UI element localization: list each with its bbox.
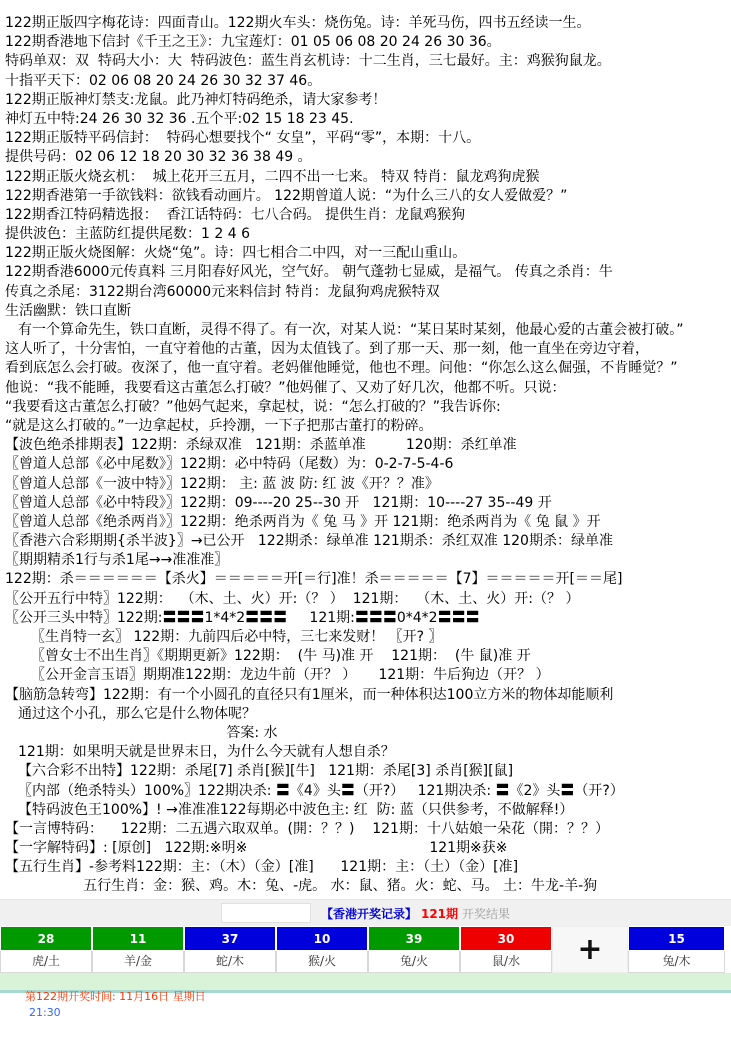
text-line: 〖曾道人总部《一波中特》〗122期： 主: 蓝 波 防: 红 波《开？？准》 [5,475,439,492]
text-line: 答案: 水 [226,724,278,741]
text-line: 〖曾女士不出生肖〗《期期更新》122期： (牛 马)准 开 121期： (牛 鼠)准 开 [31,648,531,665]
text-line: 【一字解特码】: [原创] 122期:※明※ 121期※获※ [5,840,508,857]
text-line: 有一个算命先生，铁口直断，灵得不得了。有一次，对某人说：“某日某时某刻，他最心爱的古董会被打破。” [18,322,684,338]
text-line: 神灯五中特:24 26 30 32 36 .五个平:02 15 18 23 45. [5,110,354,127]
text-line: 〖曾道人总部《必中尾数》〗122期：必中特码（尾数）为：0-2-7-5-4-6 [5,456,454,473]
text-line: 〖公开五行中特〗122期： （木、土、火）开:（？ ） 121期： （木、土、火）开:（？ ） [5,590,580,607]
results-suffix: 开奖结果 [462,906,511,921]
ball-number: 10 [276,926,368,951]
next-draw-time-value: 21:30 [28,1006,61,1019]
text-line: 122期正版火烧玄机： 城上花开三五月，二四不出一七来。 特双 特肖：鼠龙鸡狗虎猴 [5,168,540,185]
text-line: 提供波色：主蓝防红提供尾数：1 2 4 6 [5,226,250,243]
text-line: 生活幽默：铁口直断 [5,302,131,319]
result-ball [276,926,368,973]
text-line: 122期正版四字梅花诗：四面青山。122期火车头：烧伤兔。诗：羊死马伤，四书五经读一生。 [5,15,591,31]
ball-zodiac-label: 兔/木 [628,951,725,973]
text-line: 122期正版特平码信封： 特码心想要找个“ 女皇”，平码“零”，本期：十八。 [5,130,481,147]
text-line: 122期正版神灯禁支:龙鼠。此乃神灯特码绝杀，请大家参考！ [5,91,387,108]
text-line: 【波色绝杀排期表】122期：杀绿双准 121期：杀蓝单准 120期：杀红单准 [5,437,517,454]
ball-number: 30 [460,926,552,951]
text-line: 〖内部（绝杀特头）100%〗122期决杀: 〓《4》头〓（开?） 121期决杀: 〓《2》头〓（开?） [18,782,624,799]
text-line: 122期正版火烧图解：火烧“兔”。诗：四七相合二中四，对一三配山重山。 [5,245,467,262]
text-line: 〖公开三头中特〗122期:〓〓〓1*4*2〓〓〓 121期:〓〓〓0*4*2〓〓〓 [5,609,480,626]
text-line: 122期香港地下信封《千王之王》：九宝莲灯：01 05 06 08 20 24 26 30 36。 [5,34,501,51]
text-line: “我要看这古董怎么打破？”他妈气起来，拿起杖，说：“怎么打破的？”我告诉你: [5,398,501,415]
text-line: 【六合彩不出特】122期：杀尾[7] 杀肖[猴][牛] 121期：杀尾[3] 杀肖[猴][鼠] [18,763,514,780]
ball-zodiac-label: 虎/土 [0,951,92,973]
result-ball [184,926,276,973]
ball-zodiac-label: 兔/火 [368,951,460,973]
results-title: 【香港开奖记录】 [320,906,417,921]
ball-number: 11 [92,926,184,951]
text-line: 122期香港6000元传真料 三月阳春好风光，空气好。 朝气蓬勃七显威，是福气。 传真之杀肖：牛 [5,264,613,281]
results-panel [0,899,731,1019]
result-ball [460,926,552,973]
text-line: 提供号码：02 06 12 18 20 30 32 36 38 49 。 [5,149,312,166]
ball-number: 37 [184,926,276,951]
results-table [0,926,731,973]
text-line: 五行生肖：金：猴、鸡。木：兔、-虎。 水：鼠、猪。火：蛇、马。 土：牛龙-羊-狗 [83,878,598,895]
next-draw-time-label: 第122期开奖时间: 11月16日 星期日 [24,990,206,1003]
ball-zodiac-label: 鼠/水 [460,951,552,973]
text-line: 通过这个小孔，那么它是什么物体呢？ [18,705,257,722]
text-line: 【五行生肖】-参考料122期：主：（木）（金）[准] 121期：主：（土）（金）[准] [5,859,519,876]
text-line: “就是这么打破的。”一边拿起杖，乒拎淜，一下子把那古董打的粉碎。 [5,417,433,434]
text-line: 122期香江特码精选报： 香江话特码：七八合码。 提供生肖：龙鼠鸡猴狗 [5,206,466,223]
result-ball [0,926,92,973]
results-header [0,899,731,926]
extra-result-ball [628,926,731,973]
text-line: 121期：如果明天就是世界末日，为什么今天就有人想自杀？ [18,744,395,761]
text-line: 〖曾道人总部《绝杀两肖》〗122期：绝杀两肖为《 兔 马 》开 121期：绝杀两肖为《 兔 鼠 》开 [5,513,601,530]
next-draw-info [0,973,731,1019]
result-ball [368,926,460,973]
ball-number: 39 [368,926,460,951]
result-ball [92,926,184,973]
text-line: 122期香港第一手欲钱料：欲钱看动画片。 122期曾道人说：“为什么三八的女人爱做爱？” [5,187,568,204]
text-line: 传真之杀尾：3122期台湾60000元来料信封 特肖：龙鼠狗鸡虎猴特双 [5,283,440,300]
plus-separator-icon: + [552,926,628,973]
text-line: 〖生肖特一玄〗 122期：九前四后必中特，三七来发财！ 〖开? 〗 [31,629,443,645]
ball-number: 15 [628,926,725,951]
text-line: 【特码波色王100%】! →准准准122每期必中波色主: 红 防: 蓝（只供参考，不做解释!） [18,801,574,818]
text-line: 〖公开金言玉语〗期期准122期：龙边牛前（开？ ） 121期：牛后狗边（开？ ） [31,667,550,684]
text-line: 〖曾道人总部《必中特段》〗122期：09----20 25--30 开 121期：10----27 35--49 开 [5,494,552,511]
text-line: 122期：杀＝＝＝＝＝＝【杀火】＝＝＝＝＝开[＝行]准！杀＝＝＝＝＝【7】＝＝＝＝＝开[＝＝尾] [5,571,623,588]
ball-zodiac-label: 羊/金 [92,951,184,973]
text-line: 这人听了，十分害怕，一直守着他的古董，因为太值钱了。到了那一天、那一刻，他一直坐在旁边守着， [5,341,649,358]
text-line: 【一言博特码： 122期：二五遇六取双单。(開：？？) 121期：十八姑娘一朵花（開：？？） [5,820,609,837]
text-line: 看到底怎么会打破。夜深了，他一直守着。老妈催他睡觉，他也不理。问他：“你怎么这么倔强，不肯睡觉？” [5,360,678,377]
text-line: 他说：“我不能睡，我要看这古董怎么打破？”他妈催了、又劝了好几次，他都不听。只说： [5,379,566,396]
text-line: 〖期期精杀1行与杀1尾→→准准准〗 [5,552,229,569]
ball-zodiac-label: 猴/火 [276,951,368,973]
text-line: 十指平天下：02 06 08 20 24 26 30 32 37 46。 [5,72,322,89]
ball-number: 28 [0,926,92,951]
text-line: 特码单双：双 特码大小：大 特码波色：蓝生肖玄机诗：十二生肖，三七最好。主：鸡猴狗鼠龙。 [5,53,611,70]
text-line: 〖香港六合彩期期{杀半波}〗→已公开 122期杀：绿单准 121期杀：杀红双准 120期杀：绿单准 [5,533,613,550]
ball-zodiac-label: 蛇/木 [184,951,276,973]
text-line: 【脑筋急转弯】122期：有一个小圆孔的直径只有1厘米，而一种体积达100立方米的物体却能顺利 [5,686,614,703]
results-issue: 121期 [420,906,459,921]
header-input-box[interactable] [221,903,311,923]
